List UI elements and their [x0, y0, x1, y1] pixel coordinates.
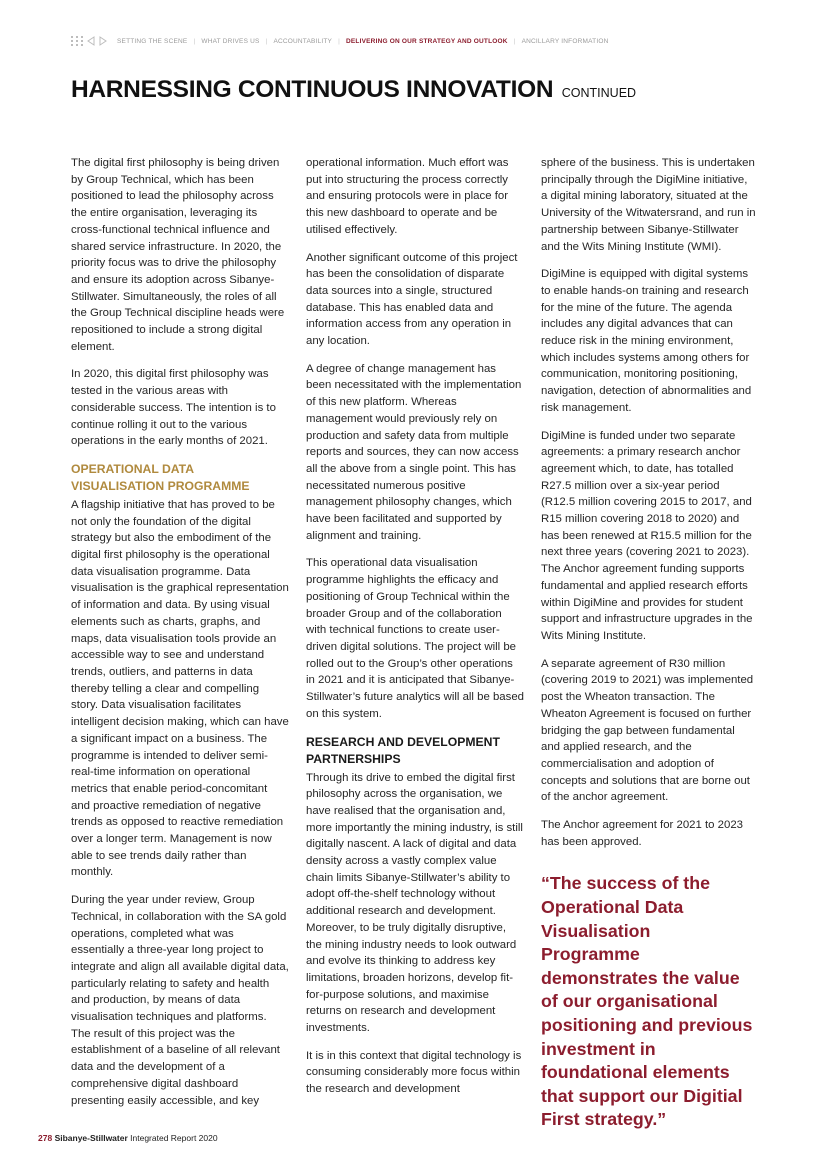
paragraph: DigiMine is funded under two separate agreements: a primary research anchor agreement which, to date, has totalled R27.5 million over a six-year period (R12.5 million covering 2015 to 2017, and R15 million covering 2018 to 2020) and has been renewed at R15.5 million for the next three years (covering 2021 to 2023). The Anchor agreement funding supports fundamental and applied research efforts within DigiMine and provides for student support and infrastructure upgrades in the Wits Mining Institute.	[541, 429, 753, 642]
paragraph: A degree of change management has been necessitated with the implementation of this new platform. Whereas management would previously rely on production and safety data from multiple reports and sources, they can now access all the above from a single point. This has necessitated numerous positive management philosophy changes, which have been facilitated and supported by alignment and training.	[306, 362, 522, 542]
grid-icon[interactable]	[71, 36, 83, 46]
pull-quote: “The success of the Operational Data Visualisation Programme demonstrates the value of our organisational positioning and previous investment in foundational elements that support our Digitial First strategy.”	[541, 873, 753, 1130]
nav-icon-group	[71, 36, 107, 46]
page-title-text: HARNESSING CONTINUOUS INNOVATION	[71, 76, 554, 103]
section-heading-data-visualisation: OPERATIONAL DATA VISUALISATION PROGRAMME	[71, 461, 250, 493]
paragraph: sphere of the business. This is undertaken principally through the DigiMine initiative, a digital mining laboratory, situated at the University of the Witwatersrand, and run in partnership between Sibanye-Stillwater and the Wits Mining Institute (WMI).	[541, 157, 756, 253]
section-heading-research-partnerships: RESEARCH AND DEVELOPMENT PARTNERSHIPS	[306, 734, 500, 766]
paragraph: operational information. Much effort was put into structuring the process correctly and ensuring protocols were in place for this new dashboard to operate and be utilised effectively.	[306, 157, 509, 236]
paragraph: The digital first philosophy is being driven by Group Technical, which has been positioned to lead the philosophy across the entire organisation, leveraging its cross-functional technical influence and shared service infrastructure. In 2020, the priority focus was to drive the philosophy and ensure its adoption across Sibanye-Stillwater. Simultaneously, the roles of all the Group Technical discipline heads were repositioned to include a strong digital element.	[71, 157, 285, 353]
column-right	[541, 155, 756, 1132]
page-footer	[38, 1133, 218, 1143]
paragraph: This operational data visualisation programme highlights the efficacy and positioning of Group Technical within the broader Group and of the collaboration with technical functions to create user-driven digital solutions. The project will be rolled out to the Group’s other operations in 2021 and it is anticipated that Sibanye-Stillwater’s future analytics will all be based on this system.	[306, 557, 525, 720]
footer-report-name: Integrated Report 2020	[130, 1133, 218, 1143]
nav-separator: |	[265, 37, 268, 45]
page-title	[71, 76, 636, 104]
page-number: 278	[38, 1133, 53, 1143]
nav-separator: |	[513, 37, 516, 45]
paragraph: DigiMine is equipped with digital systems to enable hands-on training and research for the mine of the future. The agenda includes any digital advances that can reduce risk in the mining environment, which includes systems among others for communication, monitoring positioning, navigation, detection of abnormalities and risk management.	[541, 268, 752, 414]
nav-separator: |	[338, 37, 340, 45]
nav-item-delivering-on-strategy[interactable]: DELIVERING ON OUR STRATEGY AND OUTLOOK	[346, 37, 508, 45]
nav-item-ancillary-information[interactable]: ANCILLARY INFORMATION	[521, 37, 609, 45]
nav-item-setting-the-scene[interactable]: SETTING THE SCENE	[117, 37, 188, 45]
paragraph: In 2020, this digital first philosophy was tested in the various areas with considerable success. The intention is to continue rolling it out to the various operations in the early months of 2021.	[71, 368, 276, 448]
top-navigation	[71, 35, 609, 47]
paragraph: It is in this context that digital technology is consuming considerably more focus within the research and development	[306, 1049, 522, 1096]
paragraph: Through its drive to embed the digital first philosophy across the organisation, we have realised that the organisation and, more importantly the mining industry, is still digitally nascent. A lack of digital and data density across a vastly complex value chain limits Sibanye-Stillwater’s ability to adopt off-the-shelf technology without additional research and development. Moreover, to be truly digitally disruptive, the mining industry needs to look outward and evolve its thinking to address key limitations, broaden horizons, develop fit-for-purpose solutions, and maximise returns on research and development investments.	[306, 771, 523, 1035]
nav-item-what-drives-us[interactable]: WHAT DRIVES US	[201, 37, 260, 45]
footer-company: Sibanye-Stillwater	[54, 1133, 128, 1143]
paragraph: A flagship initiative that has proved to be not only the foundation of the digital strategy but also the embodiment of the digital first philosophy is the operational data visualisation programme. Data visualisation is the graphical representation of information and data. By using visual elements such as charts, graphs, and maps, data visualisation tools provide an accessible way to see and understand trends, outliers, and patterns in data thereby telling a clear and compelling story. Data visualisation facilitates intelligent decision making, which can have a significant impact on a business. The programme is intended to deliver semi-real-time information on operational metrics that enable period-concomitant and proactive remediation of negative trends as opposed to reactive remediation over a longer term. Management is now able to see trends daily rather than monthly.	[71, 498, 289, 879]
column-middle	[306, 155, 524, 1109]
nav-item-accountability[interactable]: ACCOUNTABILITY	[273, 37, 333, 45]
nav-separator: |	[193, 37, 196, 45]
column-left	[71, 155, 289, 1120]
paragraph: A separate agreement of R30 million (covering 2019 to 2021) was implemented post the Wheaton transaction. The Wheaton Agreement is focused on further bridging the gap between fundamental and applied research, and the commercialisation and adoption of concepts and solutions that are borne out of the anchor agreement.	[541, 657, 754, 804]
paragraph: The Anchor agreement for 2021 to 2023 has been approved.	[541, 819, 744, 848]
back-arrow-icon[interactable]	[87, 36, 95, 46]
forward-arrow-icon[interactable]	[99, 36, 107, 46]
paragraph: Another significant outcome of this project has been the consolidation of disparate data sources into a single, structured database. This has enabled data and information access from any operation in any location.	[306, 251, 518, 348]
paragraph: During the year under review, Group Technical, in collaboration with the SA gold operations, completed what was essentially a three-year long project to integrate and align all available digital data, particularly relating to safety and health and production, by means of data visualisation techniques and platforms. The result of this project was the establishment of a baseline of all relevant data and the development of a comprehensive digital dashboard presenting easily accessible, and key	[71, 894, 289, 1107]
page-title-suffix: CONTINUED	[561, 86, 637, 100]
